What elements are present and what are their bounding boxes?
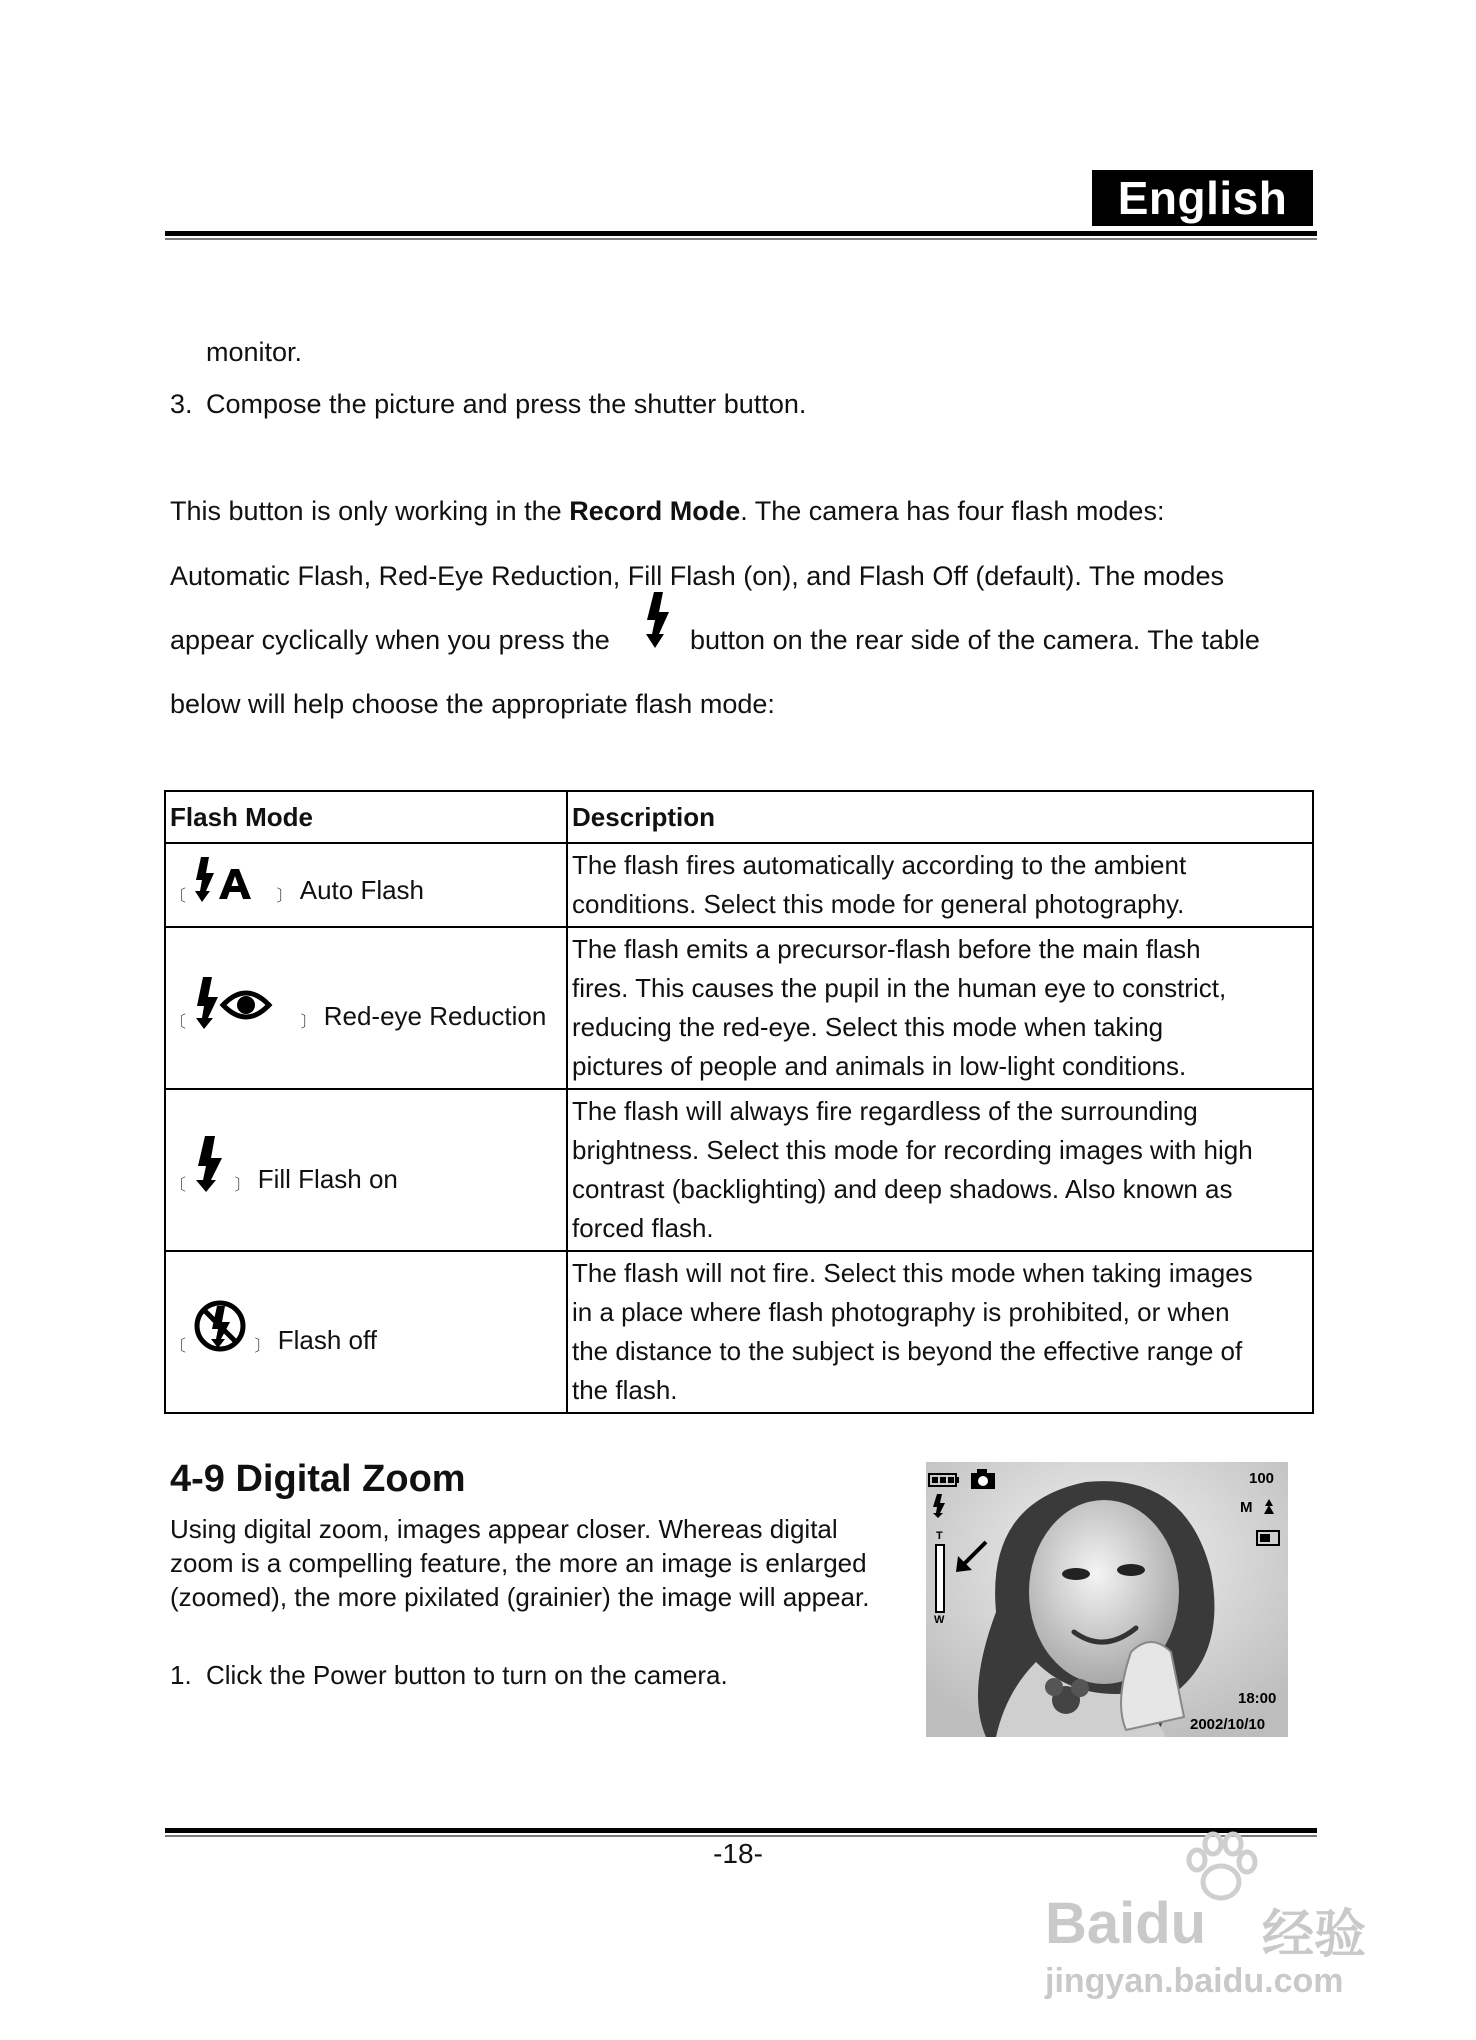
flash-intro-line-3a: appear cyclically when you press the [170, 625, 610, 655]
page-number: -18- [713, 1838, 763, 1869]
camera-mode-icon [970, 1468, 996, 1490]
watermark-brand: Baidu [1045, 1891, 1207, 1956]
mode-cell [165, 1089, 567, 1251]
watermark-cn: 经验 [1262, 1906, 1367, 1964]
header-rule [165, 231, 1317, 236]
mode-label: Red-eye Reduction [323, 1000, 547, 1031]
mode-label: Flash off [277, 1324, 377, 1355]
portrait-photo [926, 1462, 1288, 1737]
section-paragraph: Using digital zoom, images appear closer. Whereas digital zoom is a compelling feature, the more an image is enlarged (zoomed), the more pixilated (grainier) the image will appear. [170, 1514, 870, 1612]
mode-label: Auto Flash [299, 874, 425, 905]
memory-card-icon [1256, 1530, 1280, 1546]
mode-label: Fill Flash on [257, 1163, 398, 1194]
step-1-number: 1. [170, 1660, 192, 1690]
time-readout: 18:00 [1238, 1690, 1277, 1707]
zoom-bottom-label: W [934, 1614, 945, 1626]
fill-flash-icon [193, 1136, 227, 1192]
zoom-bar [935, 1544, 945, 1613]
flash-mode-table [164, 790, 1314, 1414]
step-3-number: 3. [170, 389, 193, 419]
description-cell: The flash emits a precursor-flash before the main flash fires. This causes the pupil in the human eye to constrict, reducing the red-eye. Select this mode when taking pictures of people and animals in low-light conditions. [567, 927, 1313, 1089]
zoom-top-label: T [936, 1530, 943, 1542]
table-header-mode: Flash Mode [165, 791, 567, 843]
bracket-close: 〕 [254, 1337, 271, 1355]
flash-intro-line-1: This button is only working in the Record Mode. The camera has four flash modes: [170, 496, 1165, 526]
flash-intro-line-2: Automatic Flash, Red-Eye Reduction, Fill Flash (on), and Flash Off (default). The modes [170, 561, 1224, 591]
table-row [165, 927, 1313, 1089]
step-1-text: Click the Power button to turn on the camera. [206, 1660, 728, 1690]
language-badge: English [1092, 170, 1313, 226]
bracket-close: 〕 [276, 887, 293, 905]
red-eye-flash-icon [193, 975, 293, 1029]
bracket-open: 〔 [170, 1337, 187, 1355]
auto-flash-icon [193, 855, 269, 903]
flash-intro-line-4: below will help choose the appropriate flash mode: [170, 689, 775, 719]
footer-rule-thin [165, 1835, 1317, 1837]
flash-bolt-icon [643, 592, 673, 648]
bracket-close: 〕 [234, 1176, 251, 1194]
image-size-label: M [1240, 1499, 1253, 1516]
camera-screen-image [926, 1462, 1288, 1737]
mode-cell [165, 1251, 567, 1413]
bracket-close: 〕 [300, 1013, 317, 1031]
step-3-text: Compose the picture and press the shutter button. [206, 389, 807, 419]
table-row [165, 1251, 1313, 1413]
bracket-open: 〔 [170, 1013, 187, 1031]
table-row [165, 843, 1313, 927]
mode-cell [165, 843, 567, 927]
description-cell: The flash will not fire. Select this mode when taking images in a place where flash photography is prohibited, or when the distance to the subject is beyond the effective range of the flash. [567, 1251, 1313, 1413]
flash-bolt-icon [932, 1494, 946, 1518]
header-rule-thin [165, 238, 1317, 240]
table-row [165, 1089, 1313, 1251]
description-cell: The flash fires automatically according to the ambient conditions. Select this mode for general photography. [567, 843, 1313, 927]
table-header-description: Description [567, 791, 1313, 843]
watermark-url: jingyan.baidu.com [1045, 1962, 1344, 2000]
date-readout: 2002/10/10 [1190, 1716, 1266, 1733]
flash-off-icon [193, 1299, 247, 1353]
flash-intro-line-3b: button on the rear side of the camera. The table [690, 625, 1260, 655]
description-cell: The flash will always fire regardless of the surrounding brightness. Select this mode for recording images with high contrast (backlighting) and deep shadows. Also known as forced flash. [567, 1089, 1313, 1251]
shots-remaining: 100 [1249, 1470, 1275, 1487]
quality-icon [1260, 1498, 1278, 1516]
mode-cell [165, 927, 567, 1089]
section-title: 4-9 Digital Zoom [170, 1458, 466, 1500]
footer-rule [165, 1828, 1317, 1833]
bracket-open: 〔 [170, 887, 187, 905]
zoom-arrow-icon [954, 1540, 988, 1574]
battery-icon [928, 1472, 960, 1488]
bracket-open: 〔 [170, 1176, 187, 1194]
table-header-row [165, 791, 1313, 843]
continued-line: monitor. [206, 337, 303, 367]
